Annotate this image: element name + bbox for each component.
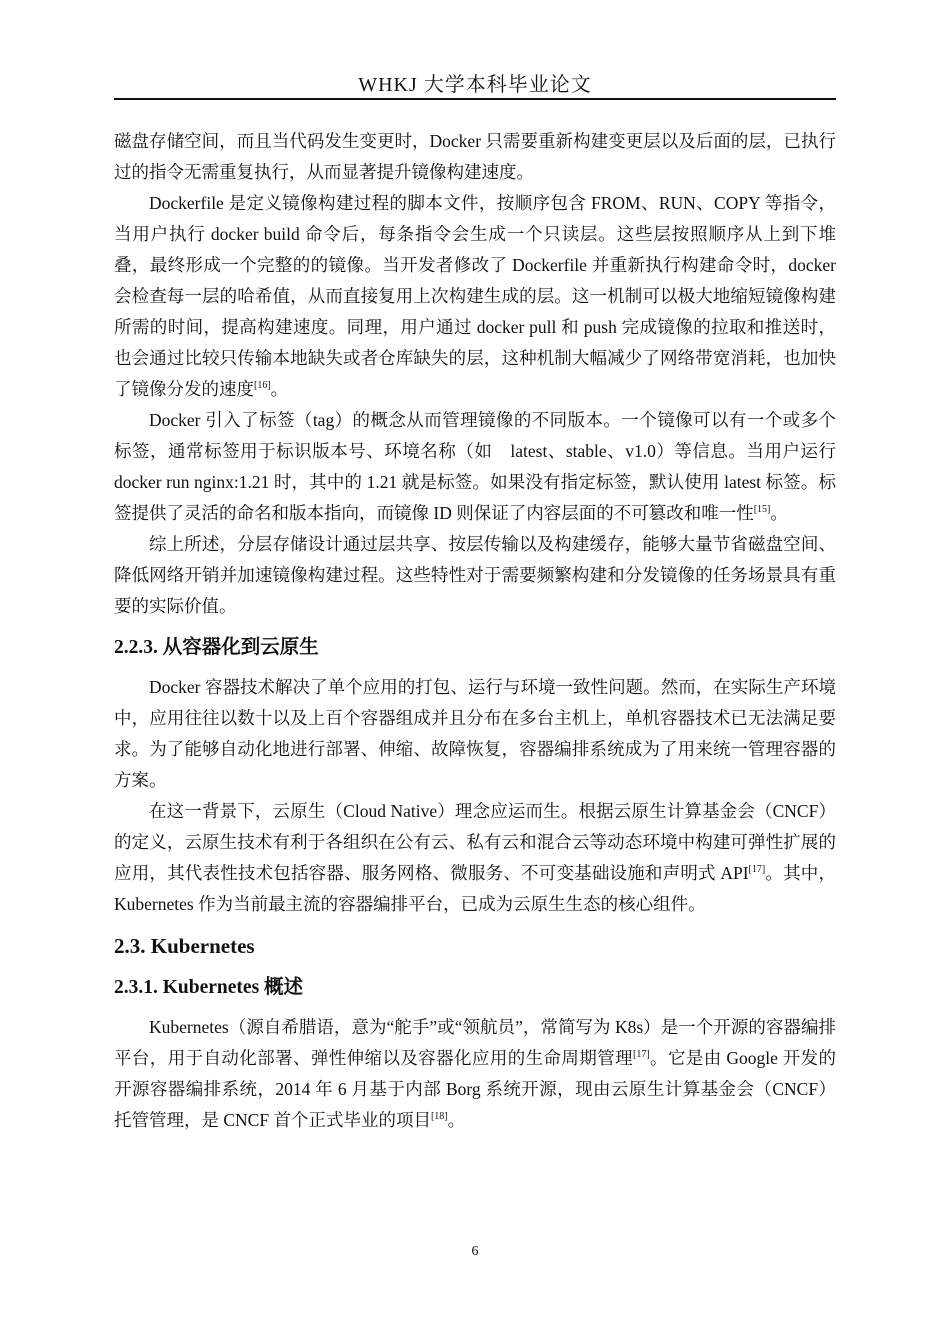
section-heading-2-3-1: 2.3.1. Kubernetes 概述 [114,977,304,998]
running-header: WHKJ 大学本科毕业论文 [358,74,592,96]
paragraph-cloud-native [114,796,836,920]
paragraph-text-end: 。其中，Kubernetes 作为当前最主流的容器编排平台，已成为云原生生态的核心组件。 [114,863,836,914]
paragraph-text: Kubernetes（源自希腊语，意为“舵手”或“领航员”，常简写为 K8s）是一个开源的容器编排平台，用于自动化部署、弹性伸缩以及容器化应用的生命周期管理 [114,1017,836,1068]
paragraph-dockerfile [114,188,836,405]
section-heading-2-3: 2.3. Kubernetes [114,934,255,958]
page-number: 6 [471,1244,479,1259]
paragraph-orchestration: Docker 容器技术解决了单个应用的打包、运行与环境一致性问题。然而，在实际生产环境中，应用往往以数十以及上百个容器组成并且分布在多台主机上，单机容器技术已无法满足要求。为了能够自动化地进行部署、伸缩、故障恢复，容器编排系统成为了用来统一管理容器的方案。 [114,677,836,790]
citation-ref: [16] [254,380,271,391]
paragraph-text-end: 。 [270,379,289,399]
citation-ref: [15] [753,504,771,515]
header-rule [114,98,836,100]
paragraph-summary: 综上所述，分层存储设计通过层共享、按层传输以及构建缓存，能够大量节省磁盘空间、降低网络开销并加速镜像构建过程。这些特性对于需要频繁构建和分发镜像的任务场景具有重要的实际价值。 [114,534,836,616]
paragraph-kubernetes-overview [114,1012,836,1136]
section-heading-2-2-3: 2.2.3. 从容器化到云原生 [114,637,319,658]
paragraph-text-mid: 。它是由 Google 开发的开源容器编排系统，2014 年 6 月基于内部 Borg 系统开源，现由云原生计算基金会（CNCF）托管管理，是 CNCF 首个正式毕业的项目 [114,1048,836,1130]
paragraph-text: Docker 引入了标签（tag）的概念从而管理镜像的不同版本。一个镜像可以有一个或多个标签，通常标签用于标识版本号、环境名称（如 latest、stable、v1.0）等信息。当用户运行 docker run nginx:1.21 时，其中的 1.21 就是标签。如果没有指定标签，默认使用 latest 标签。标签提供了灵活的命名和版本指向，而镜像 ID 则保证了内容层面的不可篡改和唯一性 [114,410,836,523]
paragraph-tags [114,405,836,529]
citation-ref: [18] [430,1111,448,1122]
citation-ref: [17] [632,1049,650,1060]
paragraph-text-end: 。 [447,1110,466,1130]
paragraph-text-end: 。 [770,503,788,523]
paragraph-text: Dockerfile 是定义镜像构建过程的脚本文件，按顺序包含 FROM、RUN、COPY 等指令，当用户执行 docker build 命令后，每条指令会生成一个只读层。这些层按照顺序从上到下堆叠，最终形成一个完整的的镜像。当开发者修改了 Dockerfile 并重新执行构建命令时，docker 会检查每一层的哈希值，从而直接复用上次构建生成的层。这一机制可以极大地缩短镜像构建所需的时间，提高构建速度。同理，用户通过 docker pull 和 push 完成镜像的拉取和推送时，也会通过比较只传输本地缺失或者仓库缺失的层，这种机制大幅减少了网络带宽消耗，也加快了镜像分发的速度 [114,193,836,399]
page-body [114,126,836,1136]
paragraph-text: 在这一背景下，云原生（Cloud Native）理念应运而生。根据云原生计算基金会（CNCF）的定义，云原生技术有利于各组织在公有云、私有云和混合云等动态环境中构建可弹性扩展的应用，其代表性技术包括容器、服务网格、微服务、不可变基础设施和声明式 API [114,801,836,883]
paragraph-continued: 磁盘存储空间，而且当代码发生变更时，Docker 只需要重新构建变更层以及后面的层，已执行过的指令无需重复执行，从而显著提升镜像构建速度。 [114,131,836,182]
citation-ref: [17] [748,864,766,875]
